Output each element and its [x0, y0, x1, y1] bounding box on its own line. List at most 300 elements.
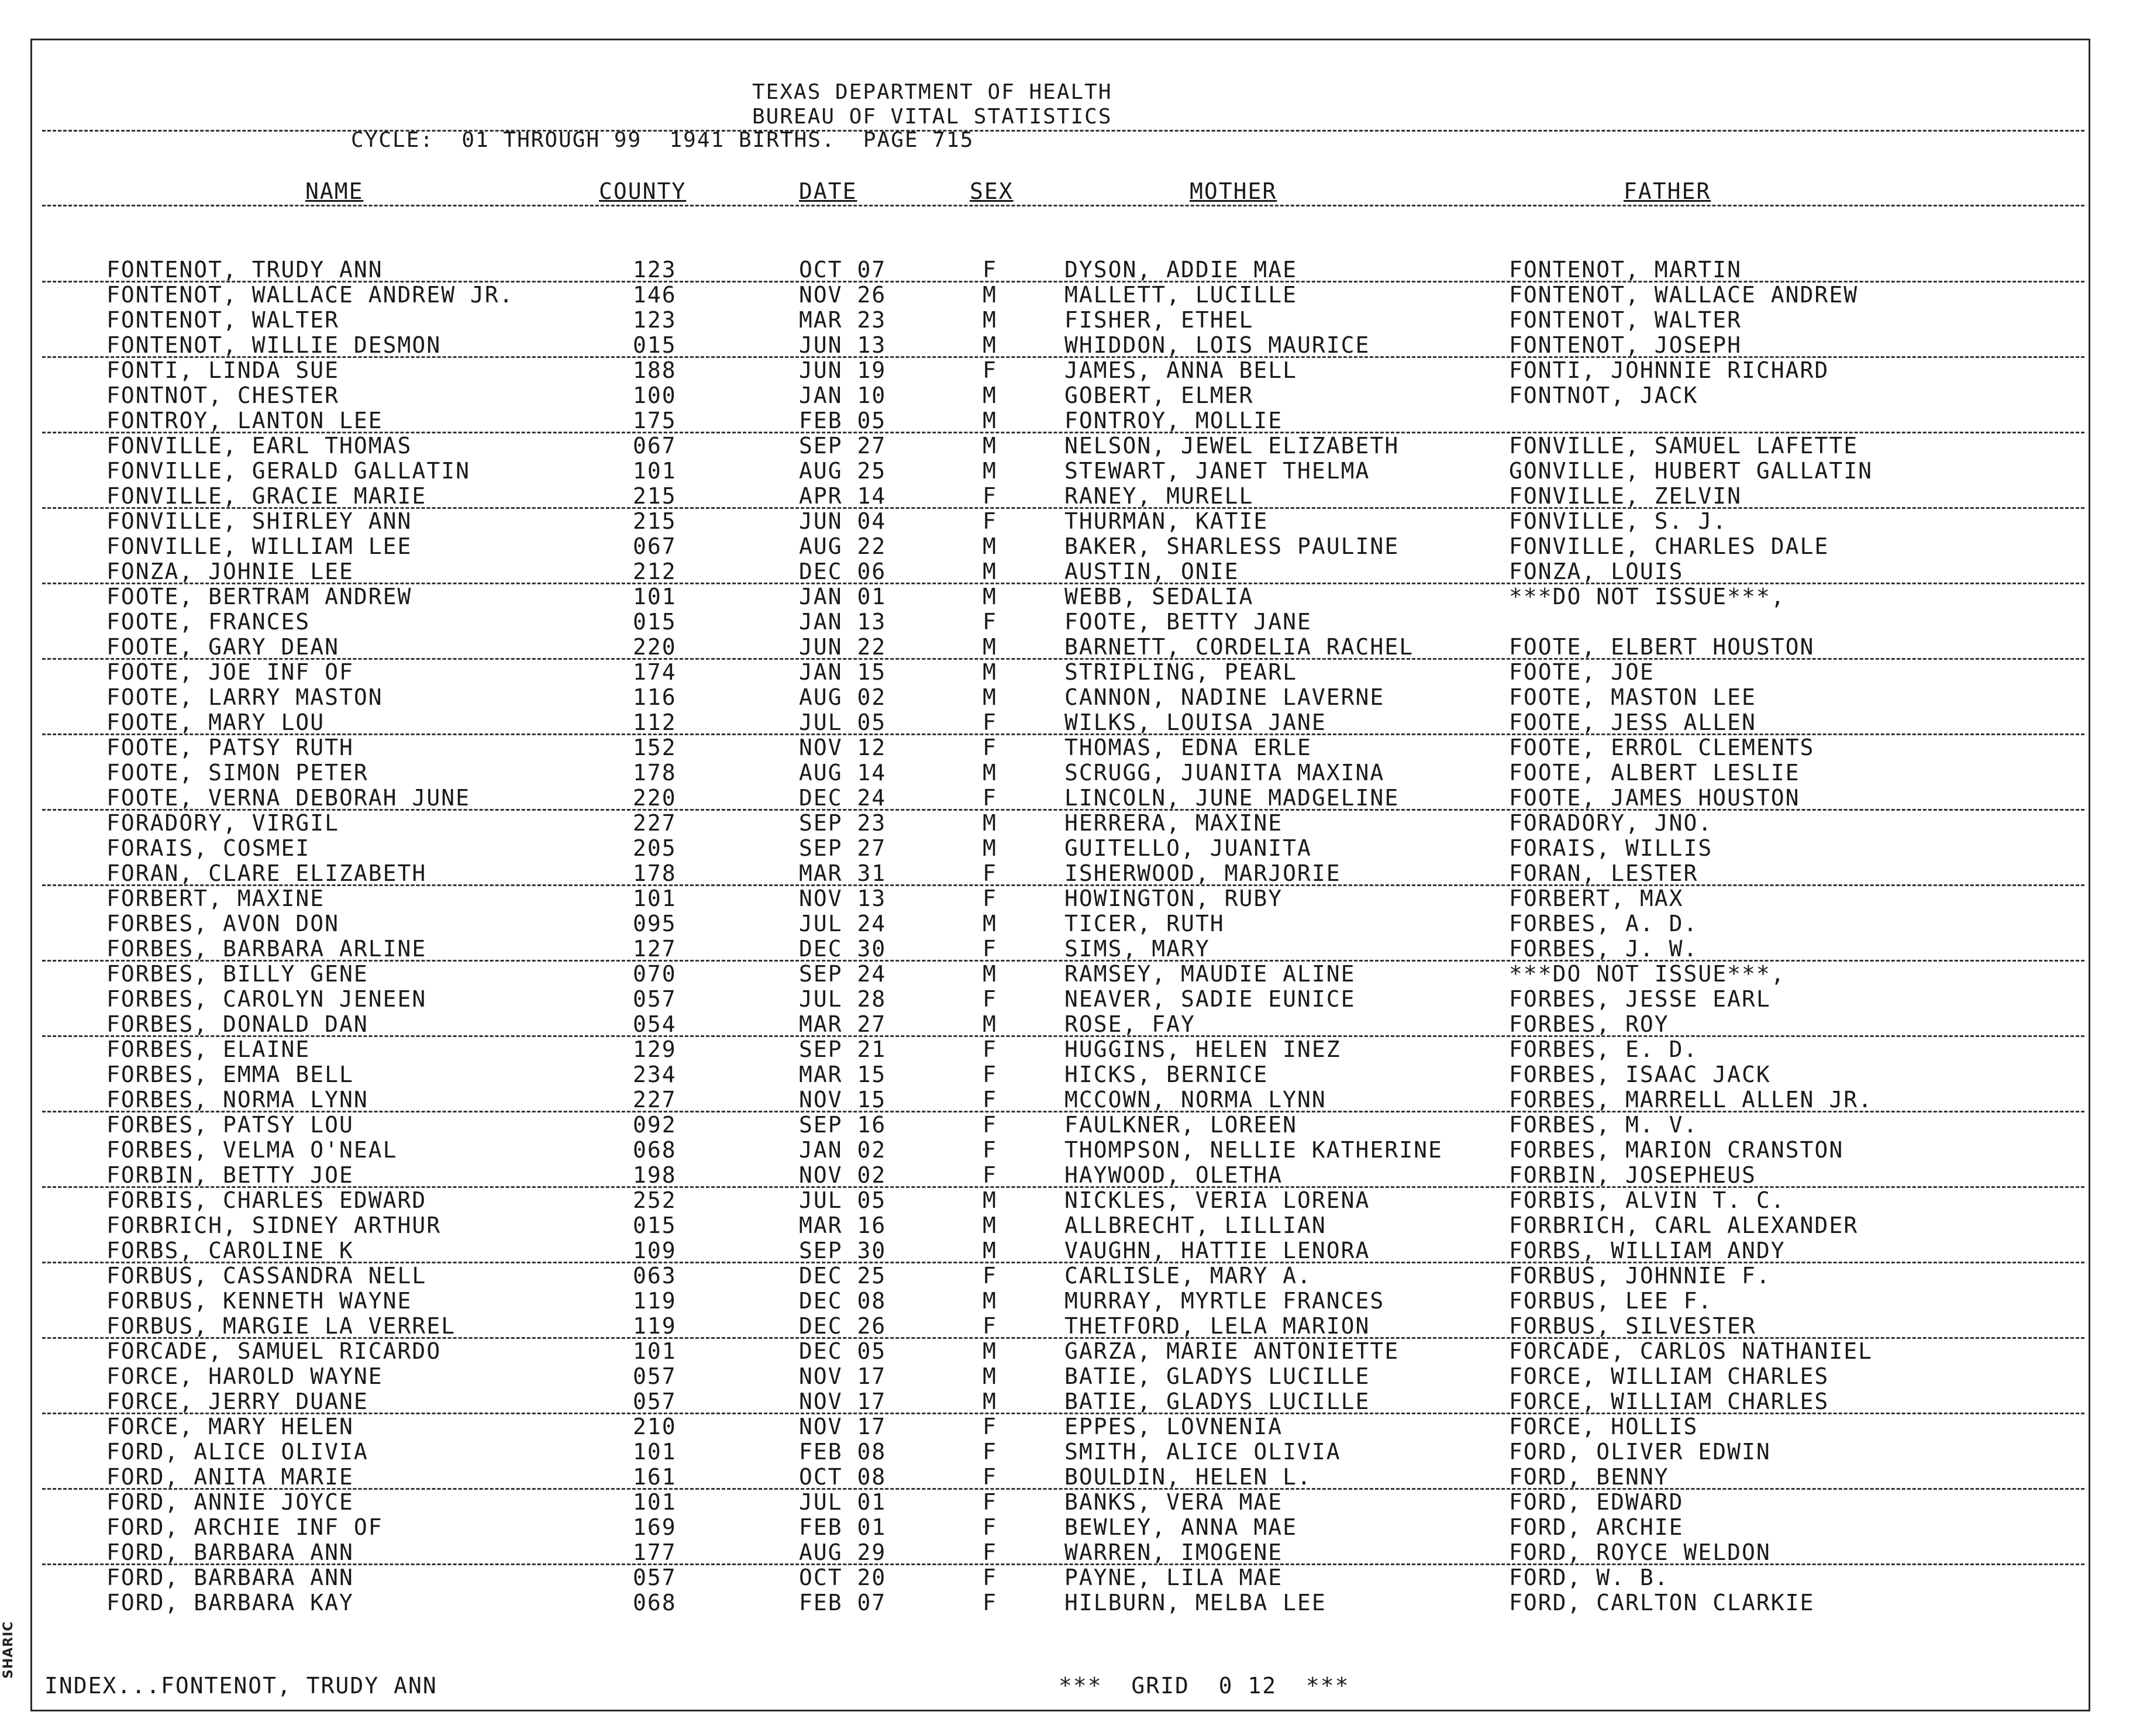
record-father: FORBES, J. W. [1509, 936, 1698, 962]
table-row [0, 1439, 2133, 1465]
record-name: FONTENOT, WALLACE ANDREW JR. [106, 282, 514, 308]
record-father: FOOTE, JOE [1509, 659, 1655, 685]
record-date: NOV 17 [799, 1363, 887, 1389]
record-sex: M [983, 760, 997, 786]
record-father: GONVILLE, HUBERT GALLATIN [1509, 458, 1873, 484]
record-name: FOOTE, MARY LOU [106, 709, 325, 735]
table-row [0, 936, 2133, 962]
record-date: NOV 26 [799, 282, 887, 308]
record-sex: F [983, 1036, 997, 1062]
record-name: FORBES, PATSY LOU [106, 1112, 354, 1138]
record-county: 220 [633, 785, 677, 811]
record-father: FONZA, LOUIS [1509, 559, 1684, 584]
record-mother: VAUGHN, HATTIE LENORA [1064, 1238, 1370, 1263]
record-sex: M [983, 584, 997, 609]
table-row [0, 459, 2133, 484]
record-date: SEP 23 [799, 810, 887, 836]
record-mother: BANKS, VERA MAE [1064, 1489, 1283, 1515]
table-row [0, 1414, 2133, 1439]
record-county: 101 [633, 458, 677, 484]
record-name: FORBUS, CASSANDRA NELL [106, 1263, 427, 1289]
record-mother: GUITELLO, JUANITA [1064, 835, 1312, 861]
record-name: FORBES, EMMA BELL [106, 1062, 354, 1087]
record-father: FONTENOT, MARTIN [1509, 257, 1742, 283]
record-date: NOV 17 [799, 1414, 887, 1439]
record-mother: WEBB, SEDALIA [1064, 584, 1254, 609]
record-name: FORCADE, SAMUEL RICARDO [106, 1338, 442, 1364]
record-county: 210 [633, 1414, 677, 1439]
record-mother: NELSON, JEWEL ELIZABETH [1064, 433, 1400, 459]
record-mother: FONTROY, MOLLIE [1064, 408, 1283, 433]
table-row [0, 308, 2133, 333]
record-sex: M [983, 458, 997, 484]
record-county: 177 [633, 1539, 677, 1565]
table-row [0, 1037, 2133, 1062]
column-header-sex: SEX [970, 178, 1014, 204]
record-sex: F [983, 1539, 997, 1565]
record-name: FORD, ANITA MARIE [106, 1464, 354, 1490]
table-row [0, 1364, 2133, 1389]
record-father: FORD, ARCHIE [1509, 1514, 1684, 1540]
record-date: DEC 24 [799, 785, 887, 811]
record-father: FONTENOT, JOSEPH [1509, 332, 1742, 358]
record-father: FONTENOT, WALLACE ANDREW [1509, 282, 1859, 308]
record-date: SEP 27 [799, 835, 887, 861]
record-mother: DYSON, ADDIE MAE [1064, 257, 1298, 283]
record-name: FORBIS, CHARLES EDWARD [106, 1187, 427, 1213]
record-county: 227 [633, 1087, 677, 1112]
record-name: FOOTE, BERTRAM ANDREW [106, 584, 412, 609]
table-row [0, 559, 2133, 584]
column-header-date: DATE [799, 178, 857, 204]
record-father: FORBS, WILLIAM ANDY [1509, 1238, 1786, 1263]
table-row [0, 1590, 2133, 1616]
record-county: 152 [633, 735, 677, 760]
record-name: FONVILLE, SHIRLEY ANN [106, 508, 412, 534]
column-header-divider [42, 205, 2084, 206]
record-sex: F [983, 357, 997, 383]
record-county: 101 [633, 1489, 677, 1515]
record-mother: HILBURN, MELBA LEE [1064, 1590, 1326, 1616]
record-sex: F [983, 1489, 997, 1515]
table-row [0, 710, 2133, 735]
record-county: 054 [633, 1011, 677, 1037]
record-father: FONVILLE, CHARLES DALE [1509, 533, 1829, 559]
record-sex: M [983, 533, 997, 559]
record-father: FORBES, ISAAC JACK [1509, 1062, 1771, 1087]
record-date: JUL 05 [799, 709, 887, 735]
record-mother: BATIE, GLADYS LUCILLE [1064, 1363, 1370, 1389]
record-father: FORBUS, JOHNNIE F. [1509, 1263, 1771, 1289]
table-row [0, 1112, 2133, 1138]
record-father: FORBERT, MAX [1509, 886, 1684, 911]
record-sex: F [983, 1590, 997, 1616]
table-row [0, 735, 2133, 760]
record-mother: FAULKNER, LOREEN [1064, 1112, 1298, 1138]
record-sex: F [983, 1137, 997, 1163]
record-date: SEP 21 [799, 1036, 887, 1062]
column-header-mother: MOTHER [1190, 178, 1277, 204]
record-name: FOOTE, SIMON PETER [106, 760, 368, 786]
record-date: AUG 14 [799, 760, 887, 786]
record-county: 146 [633, 282, 677, 308]
record-father: FORBES, ROY [1509, 1011, 1669, 1037]
record-father: FOOTE, ALBERT LESLIE [1509, 760, 1800, 786]
record-sex: M [983, 307, 997, 333]
record-mother: THURMAN, KATIE [1064, 508, 1269, 534]
record-county: 067 [633, 533, 677, 559]
record-mother: SCRUGG, JUANITA MAXINA [1064, 760, 1385, 786]
record-county: 112 [633, 709, 677, 735]
record-county: 067 [633, 433, 677, 459]
record-county: 057 [633, 1363, 677, 1389]
record-date: JUL 28 [799, 986, 887, 1012]
record-sex: F [983, 1087, 997, 1112]
record-father: FORD, BENNY [1509, 1464, 1669, 1490]
header-cycle-line: CYCLE: 01 THROUGH 99 1941 BIRTHS. PAGE 715 [351, 128, 974, 152]
table-row [0, 383, 2133, 408]
record-county: 175 [633, 408, 677, 433]
record-sex: M [983, 433, 997, 459]
record-mother: JAMES, ANNA BELL [1064, 357, 1298, 383]
record-date: DEC 30 [799, 936, 887, 962]
record-county: 095 [633, 911, 677, 936]
record-sex: F [983, 1263, 997, 1289]
record-mother: WHIDDON, LOIS MAURICE [1064, 332, 1370, 358]
record-father: FORD, CARLTON CLARKIE [1509, 1590, 1815, 1616]
record-sex: M [983, 684, 997, 710]
record-father: FORBIN, JOSEPHEUS [1509, 1162, 1756, 1188]
record-date: JUN 22 [799, 634, 887, 660]
record-date: JUL 05 [799, 1187, 887, 1213]
column-header-name: NAME [305, 178, 364, 204]
record-father: FOOTE, JESS ALLEN [1509, 709, 1756, 735]
record-county: 109 [633, 1238, 677, 1263]
record-date: SEP 30 [799, 1238, 887, 1263]
record-date: MAR 31 [799, 860, 887, 886]
table-row [0, 1188, 2133, 1213]
record-county: 215 [633, 483, 677, 509]
record-county: 178 [633, 860, 677, 886]
record-date: NOV 13 [799, 886, 887, 911]
record-date: AUG 22 [799, 533, 887, 559]
record-date: SEP 24 [799, 961, 887, 987]
record-date: DEC 05 [799, 1338, 887, 1364]
record-date: JAN 01 [799, 584, 887, 609]
table-row [0, 283, 2133, 308]
record-county: 227 [633, 810, 677, 836]
record-sex: M [983, 659, 997, 685]
record-father: FONVILLE, ZELVIN [1509, 483, 1742, 509]
record-mother: MALLETT, LUCILLE [1064, 282, 1298, 308]
table-row [0, 333, 2133, 358]
record-county: 169 [633, 1514, 677, 1540]
record-date: APR 14 [799, 483, 887, 509]
record-sex: F [983, 1414, 997, 1439]
record-father: FORCE, WILLIAM CHARLES [1509, 1389, 1829, 1414]
record-sex: F [983, 785, 997, 811]
record-mother: NEAVER, SADIE EUNICE [1064, 986, 1356, 1012]
record-mother: EPPES, LOVNENIA [1064, 1414, 1283, 1439]
record-sex: F [983, 483, 997, 509]
record-name: FORBES, AVON DON [106, 911, 340, 936]
record-sex: F [983, 508, 997, 534]
record-name: FOOTE, PATSY RUTH [106, 735, 354, 760]
record-name: FOOTE, GARY DEAN [106, 634, 340, 660]
record-mother: HOWINGTON, RUBY [1064, 886, 1283, 911]
table-row [0, 1213, 2133, 1238]
record-sex: M [983, 1187, 997, 1213]
record-date: JAN 15 [799, 659, 887, 685]
record-father: FORBES, MARION CRANSTON [1509, 1137, 1844, 1163]
record-date: JUN 04 [799, 508, 887, 534]
record-mother: THOMAS, EDNA ERLE [1064, 735, 1312, 760]
record-date: DEC 06 [799, 559, 887, 584]
record-name: FORBES, BARBARA ARLINE [106, 936, 427, 962]
record-mother: GARZA, MARIE ANTONIETTE [1064, 1338, 1400, 1364]
record-name: FOOTE, FRANCES [106, 609, 311, 635]
record-name: FORCE, JERRY DUANE [106, 1389, 368, 1414]
record-sex: M [983, 383, 997, 408]
record-father: FORD, OLIVER EDWIN [1509, 1439, 1771, 1465]
record-mother: STEWART, JANET THELMA [1064, 458, 1370, 484]
table-row [0, 660, 2133, 685]
record-county: 015 [633, 1213, 677, 1238]
record-sex: M [983, 332, 997, 358]
record-name: FORD, ALICE OLIVIA [106, 1439, 368, 1465]
record-county: 057 [633, 1389, 677, 1414]
record-county: 220 [633, 634, 677, 660]
record-name: FORBES, CAROLYN JENEEN [106, 986, 427, 1012]
table-row [0, 886, 2133, 911]
record-sex: F [983, 735, 997, 760]
record-father: FOOTE, JAMES HOUSTON [1509, 785, 1800, 811]
table-row [0, 484, 2133, 509]
record-father: FORBUS, LEE F. [1509, 1288, 1713, 1314]
record-county: 123 [633, 257, 677, 283]
table-row [0, 987, 2133, 1012]
record-county: 119 [633, 1288, 677, 1314]
record-name: FORAIS, COSMEI [106, 835, 311, 861]
record-father: FORD, W. B. [1509, 1565, 1669, 1590]
record-county: 174 [633, 659, 677, 685]
record-mother: BOULDIN, HELEN L. [1064, 1464, 1312, 1490]
record-name: FORCE, HAROLD WAYNE [106, 1363, 383, 1389]
record-date: JUN 19 [799, 357, 887, 383]
record-mother: BARNETT, CORDELIA RACHEL [1064, 634, 1414, 660]
record-sex: F [983, 1112, 997, 1138]
record-name: FONVILLE, WILLIAM LEE [106, 533, 412, 559]
table-row [0, 257, 2133, 283]
record-mother: BATIE, GLADYS LUCILLE [1064, 1389, 1370, 1414]
record-county: 161 [633, 1464, 677, 1490]
record-father: FORCE, WILLIAM CHARLES [1509, 1363, 1829, 1389]
record-mother: ALLBRECHT, LILLIAN [1064, 1213, 1326, 1238]
record-county: 015 [633, 332, 677, 358]
record-name: FORAN, CLARE ELIZABETH [106, 860, 427, 886]
table-row [0, 861, 2133, 886]
record-father: FORADORY, JNO. [1509, 810, 1713, 836]
table-row [0, 1163, 2133, 1188]
header-bureau: BUREAU OF VITAL STATISTICS [752, 105, 1112, 129]
record-name: FORBIN, BETTY JOE [106, 1162, 354, 1188]
record-mother: STRIPLING, PEARL [1064, 659, 1298, 685]
record-name: FORD, BARBARA KAY [106, 1590, 354, 1616]
record-sex: F [983, 886, 997, 911]
record-mother: MCCOWN, NORMA LYNN [1064, 1087, 1326, 1112]
record-date: FEB 07 [799, 1590, 887, 1616]
record-father: FORBES, M. V. [1509, 1112, 1698, 1138]
record-date: OCT 08 [799, 1464, 887, 1490]
record-sex: M [983, 810, 997, 836]
record-county: 215 [633, 508, 677, 534]
record-county: 015 [633, 609, 677, 635]
header-department: TEXAS DEPARTMENT OF HEALTH [752, 80, 1112, 104]
record-sex: M [983, 1238, 997, 1263]
table-row [0, 433, 2133, 459]
record-name: FORADORY, VIRGIL [106, 810, 340, 836]
record-sex: M [983, 961, 997, 987]
record-mother: BAKER, SHARLESS PAULINE [1064, 533, 1400, 559]
record-sex: F [983, 936, 997, 962]
record-mother: THOMPSON, NELLIE KATHERINE [1064, 1137, 1443, 1163]
record-name: FORBS, CAROLINE K [106, 1238, 354, 1263]
table-row [0, 911, 2133, 936]
record-date: OCT 20 [799, 1565, 887, 1590]
record-name: FONVILLE, GERALD GALLATIN [106, 458, 470, 484]
record-date: FEB 05 [799, 408, 887, 433]
table-row [0, 1062, 2133, 1087]
record-name: FORD, BARBARA ANN [106, 1565, 354, 1590]
record-county: 057 [633, 1565, 677, 1590]
record-date: FEB 08 [799, 1439, 887, 1465]
table-row [0, 408, 2133, 433]
record-mother: ISHERWOOD, MARJORIE [1064, 860, 1341, 886]
record-name: FONTNOT, CHESTER [106, 383, 340, 408]
table-row [0, 786, 2133, 811]
record-name: FONTI, LINDA SUE [106, 357, 340, 383]
record-mother: CARLISLE, MARY A. [1064, 1263, 1312, 1289]
record-name: FOOTE, JOE INF OF [106, 659, 354, 685]
footer-grid: *** GRID 0 12 *** [1059, 1673, 1350, 1699]
record-name: FONTENOT, WILLIE DESMON [106, 332, 442, 358]
record-mother: BEWLEY, ANNA MAE [1064, 1514, 1298, 1540]
record-father: FONTNOT, JACK [1509, 383, 1698, 408]
record-sex: M [983, 559, 997, 584]
record-county: 101 [633, 1338, 677, 1364]
record-mother: GOBERT, ELMER [1064, 383, 1254, 408]
record-name: FORD, BARBARA ANN [106, 1539, 354, 1565]
record-county: 188 [633, 357, 677, 383]
record-sex: M [983, 1288, 997, 1314]
record-father: FORCE, HOLLIS [1509, 1414, 1698, 1439]
record-county: 101 [633, 1439, 677, 1465]
record-date: DEC 25 [799, 1263, 887, 1289]
record-sex: M [983, 408, 997, 433]
record-county: 198 [633, 1162, 677, 1188]
record-mother: SIMS, MARY [1064, 936, 1210, 962]
record-date: MAR 16 [799, 1213, 887, 1238]
record-father: FORBES, A. D. [1509, 911, 1698, 936]
record-father: ***DO NOT ISSUE***, [1509, 961, 1786, 987]
record-date: NOV 02 [799, 1162, 887, 1188]
record-sex: M [983, 1213, 997, 1238]
record-mother: HICKS, BERNICE [1064, 1062, 1269, 1087]
record-mother: WILKS, LOUISA JANE [1064, 709, 1326, 735]
record-county: 068 [633, 1590, 677, 1616]
record-mother: RANEY, MURELL [1064, 483, 1254, 509]
record-date: DEC 08 [799, 1288, 887, 1314]
record-county: 252 [633, 1187, 677, 1213]
record-mother: NICKLES, VERIA LORENA [1064, 1187, 1370, 1213]
record-father: FORAIS, WILLIS [1509, 835, 1713, 861]
record-sex: M [983, 911, 997, 936]
record-father: ***DO NOT ISSUE***, [1509, 584, 1786, 609]
column-header-county: COUNTY [599, 178, 687, 204]
record-date: SEP 16 [799, 1112, 887, 1138]
record-name: FORBUS, MARGIE LA VERREL [106, 1313, 456, 1339]
record-date: SEP 27 [799, 433, 887, 459]
record-mother: ROSE, FAY [1064, 1011, 1195, 1037]
table-row [0, 1012, 2133, 1037]
record-father: FORBIS, ALVIN T. C. [1509, 1187, 1786, 1213]
record-name: FORBES, VELMA O'NEAL [106, 1137, 398, 1163]
record-sex: M [983, 1338, 997, 1364]
record-mother: HERRERA, MAXINE [1064, 810, 1283, 836]
record-county: 234 [633, 1062, 677, 1087]
record-county: 070 [633, 961, 677, 987]
record-date: MAR 27 [799, 1011, 887, 1037]
record-mother: SMITH, ALICE OLIVIA [1064, 1439, 1341, 1465]
record-mother: FISHER, ETHEL [1064, 307, 1254, 333]
record-father: FORBES, E. D. [1509, 1036, 1698, 1062]
table-row [0, 609, 2133, 635]
record-sex: M [983, 1011, 997, 1037]
record-mother: HUGGINS, HELEN INEZ [1064, 1036, 1341, 1062]
record-name: FORCE, MARY HELEN [106, 1414, 354, 1439]
record-date: OCT 07 [799, 257, 887, 283]
record-mother: LINCOLN, JUNE MADGELINE [1064, 785, 1400, 811]
record-county: 123 [633, 307, 677, 333]
record-name: FONTROY, LANTON LEE [106, 408, 383, 433]
record-sex: M [983, 1389, 997, 1414]
record-county: 068 [633, 1137, 677, 1163]
record-date: JAN 13 [799, 609, 887, 635]
record-father: FOOTE, MASTON LEE [1509, 684, 1756, 710]
record-county: 101 [633, 584, 677, 609]
table-row [0, 836, 2133, 861]
record-county: 129 [633, 1036, 677, 1062]
record-sex: F [983, 257, 997, 283]
record-date: JUL 24 [799, 911, 887, 936]
record-name: FORBUS, KENNETH WAYNE [106, 1288, 412, 1314]
side-stamp-label: SHARIC [1, 1621, 16, 1679]
header-divider [42, 130, 2084, 132]
record-sex: F [983, 609, 997, 635]
record-father: FORD, ROYCE WELDON [1509, 1539, 1771, 1565]
record-date: MAR 15 [799, 1062, 887, 1087]
record-mother: RAMSEY, MAUDIE ALINE [1064, 961, 1356, 987]
record-date: AUG 29 [799, 1539, 887, 1565]
record-date: MAR 23 [799, 307, 887, 333]
record-county: 212 [633, 559, 677, 584]
record-father: FORBUS, SILVESTER [1509, 1313, 1756, 1339]
record-county: 205 [633, 835, 677, 861]
record-date: JAN 10 [799, 383, 887, 408]
record-mother: HAYWOOD, OLETHA [1064, 1162, 1283, 1188]
record-date: NOV 15 [799, 1087, 887, 1112]
record-mother: CANNON, NADINE LAVERNE [1064, 684, 1385, 710]
